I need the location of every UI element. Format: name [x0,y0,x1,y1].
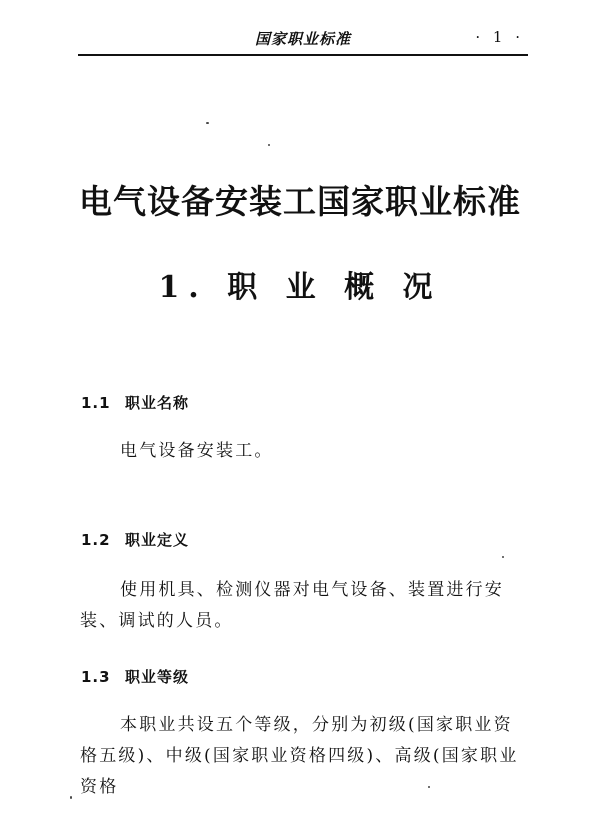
scan-speck [268,144,270,146]
section-heading-1-2 [81,529,189,550]
section-title: 职业定义 [125,531,190,549]
section-number: 1.1 [81,394,111,412]
section-body-1-1: 电气设备安装工。 [120,441,274,461]
scan-speck [206,122,209,124]
running-title: 国家职业标准 [254,30,351,48]
section-title: 职业等级 [125,668,190,686]
section-body-1-2: 使用机具、检测仪器对电气设备、装置进行安装、调试的人员。 [80,580,504,631]
chapter-title: 1. 职 业 概 况 [158,270,442,305]
section-heading-1-3 [81,666,189,687]
running-header [78,20,528,56]
section-body-1-3: 本职业共设五个等级，分别为初级(国家职业资格五级)、中级(国家职业资格四级)、高级(国家职业资格 [80,715,519,797]
section-number: 1.2 [81,531,111,549]
section-heading-1-1 [81,392,189,413]
page-number: · 1 · [475,28,524,46]
scan-speck [70,796,72,799]
scan-speck [502,556,504,558]
scan-speck [428,786,430,788]
document-title: 电气设备安装工国家职业标准 [79,182,521,221]
section-number: 1.3 [81,668,111,686]
section-title: 职业名称 [125,394,190,412]
